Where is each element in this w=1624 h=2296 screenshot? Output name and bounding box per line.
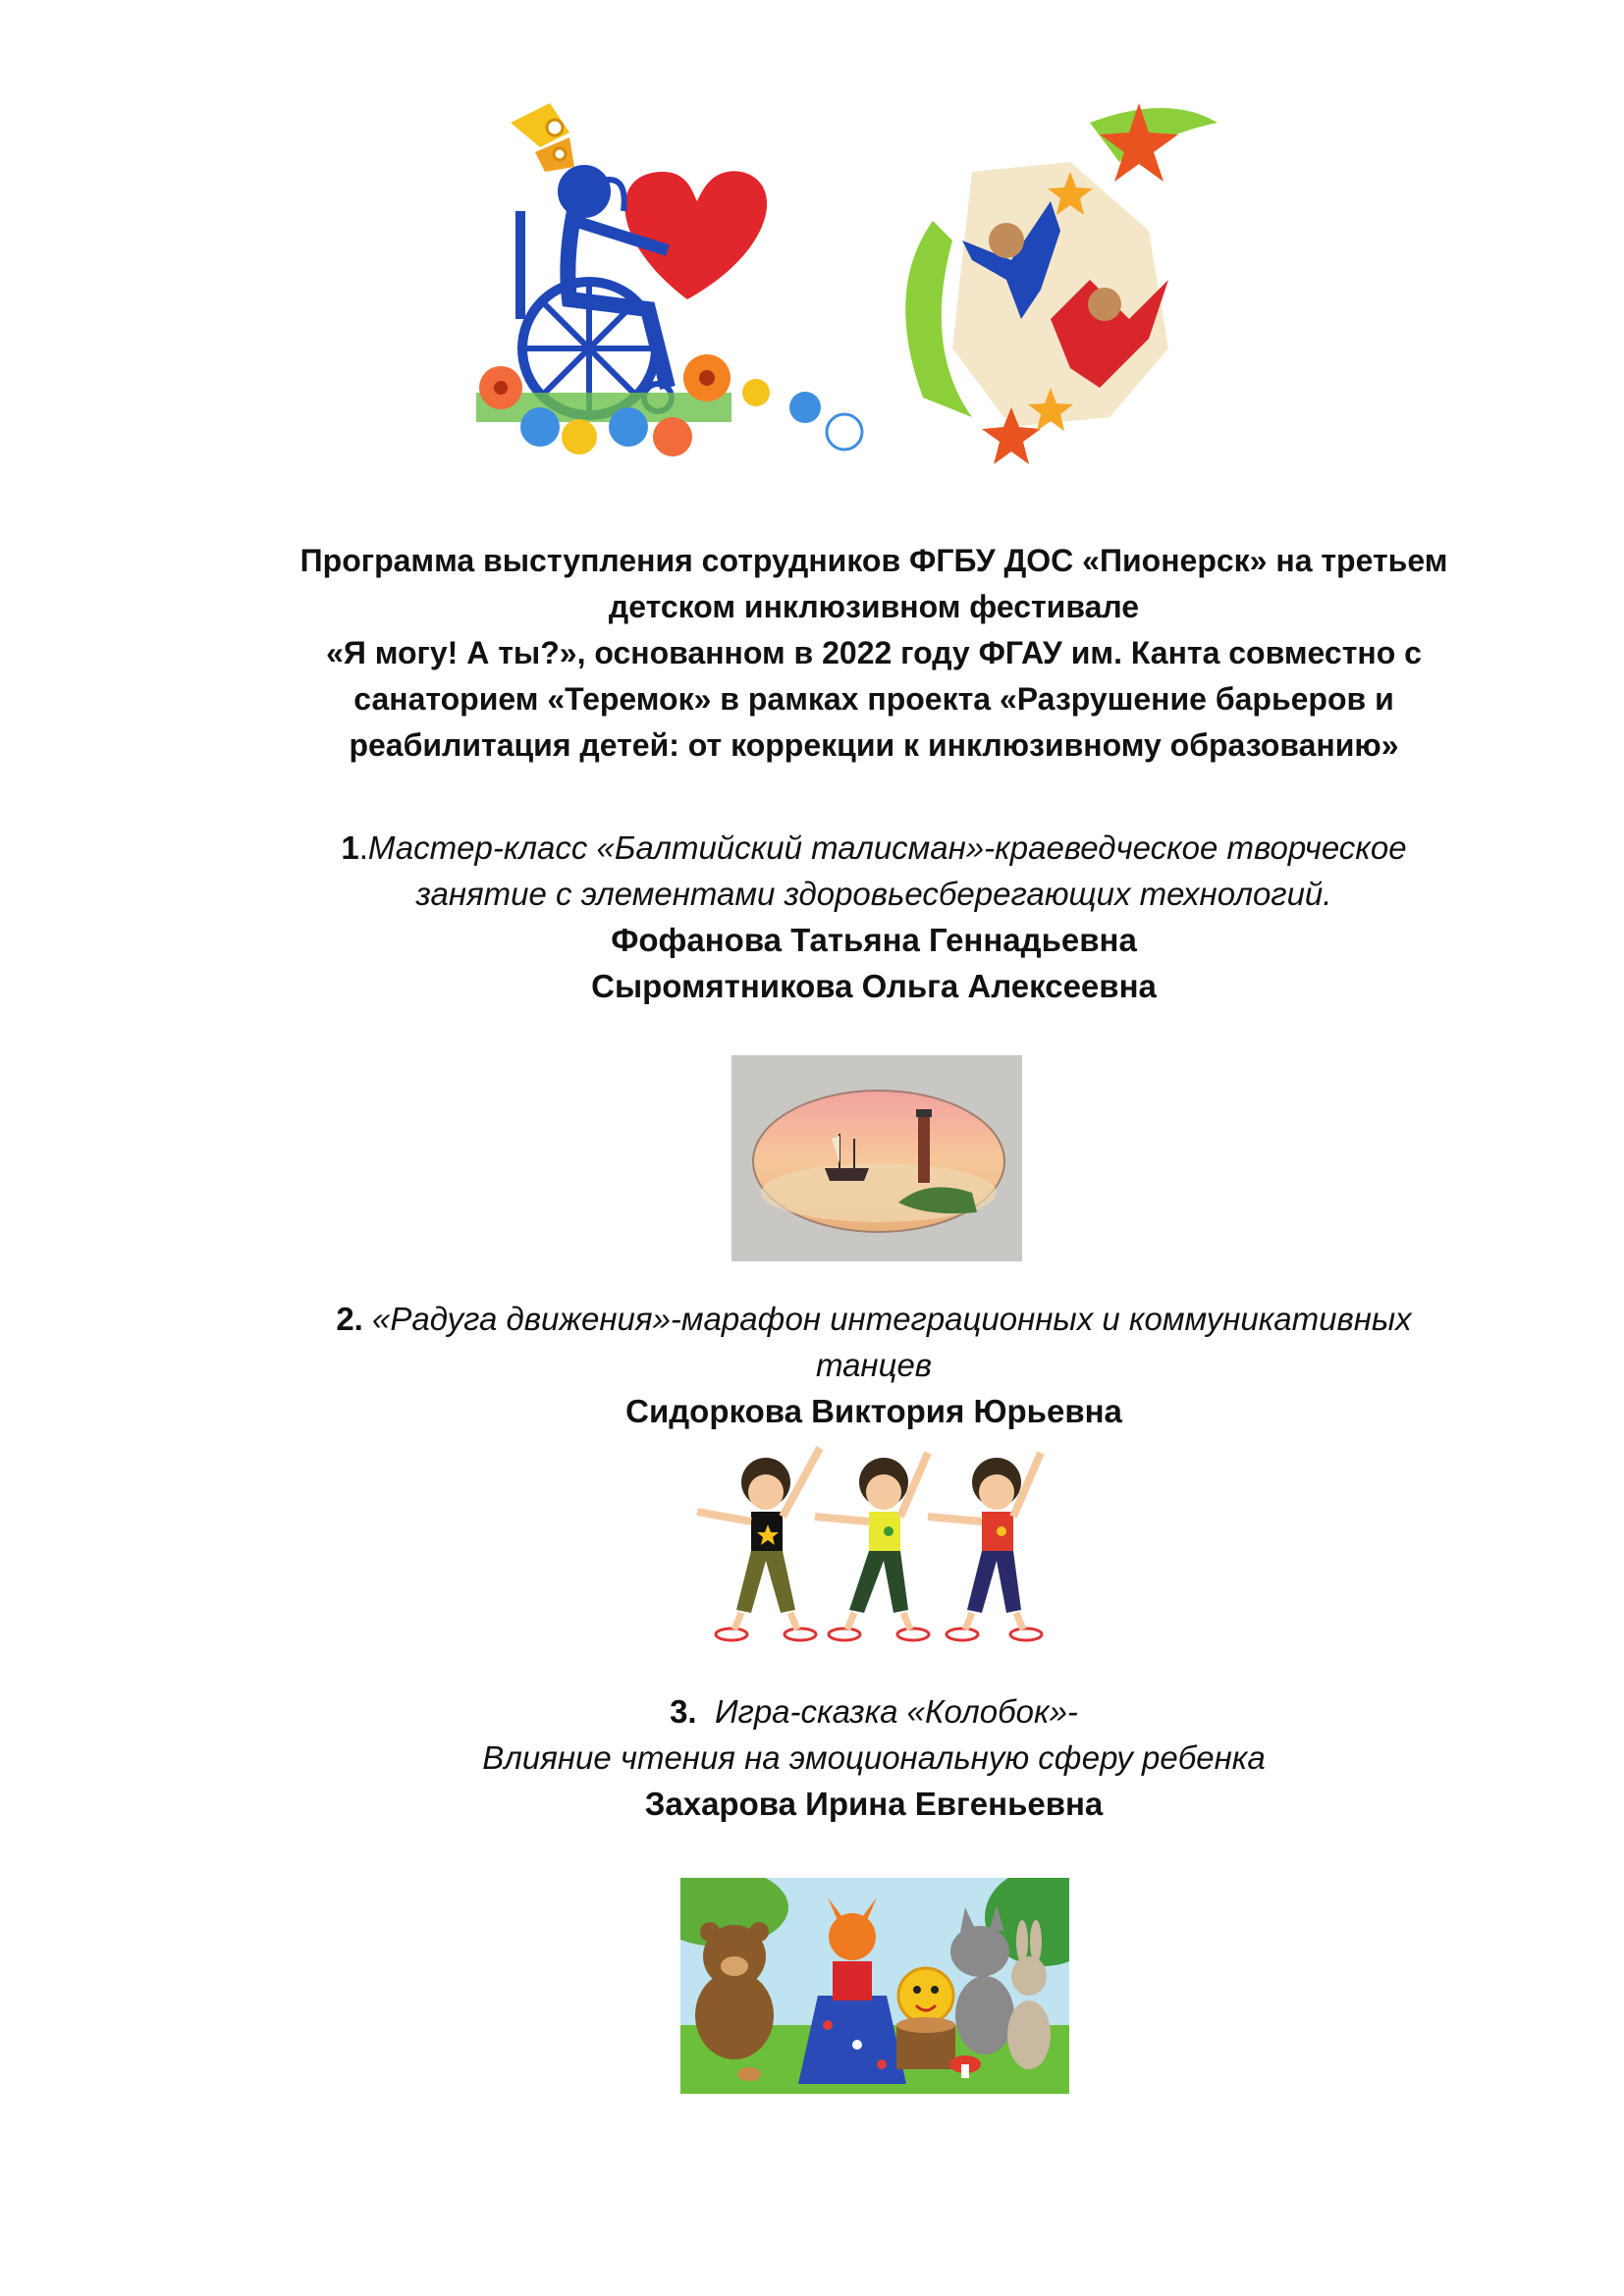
program-title (196, 538, 1551, 769)
item-description: Игра-сказка «Колобок»- (714, 1693, 1078, 1730)
program-item-2 (196, 1296, 1551, 1434)
presenter-name: Сыромятникова Ольга Алексеевна (591, 968, 1157, 1004)
item-description-line (196, 825, 1551, 871)
painted-stone-image (731, 1055, 1022, 1261)
presenter-name: Захарова Ирина Евгеньевна (644, 1786, 1104, 1822)
kolobok-fairytale-characters-icon (680, 1878, 1069, 2094)
item-description-continued: Влияние чтения на эмоциональную сферу ребенка (482, 1739, 1266, 1776)
heart-icon (624, 171, 767, 299)
item-description-continued: занятие с элементами здоровьесберегающих технологий. (415, 876, 1332, 912)
item-description-line (196, 1296, 1551, 1342)
title-line: Программа выступления сотрудников ФГБУ ДОС «Пионерск» на третьем (299, 543, 1448, 578)
title-line: реабилитация детей: от коррекции к инклюзивному образованию» (349, 727, 1399, 763)
program-item-1 (196, 825, 1551, 1009)
item-number: 3. (670, 1693, 697, 1730)
item-description: Мастер-класс «Балтийский талисман»-краеведческое творческое (367, 829, 1407, 866)
header-illustration (461, 93, 1306, 506)
title-line: санаторием «Теремок» в рамках проекта «Разрушение барьеров и (353, 681, 1394, 717)
presenter-name: Сидоркова Виктория Юрьевна (625, 1393, 1122, 1429)
title-line: детском инклюзивном фестивале (608, 589, 1140, 624)
dancing-kids-image (687, 1438, 1065, 1649)
item-number-separator: . (358, 829, 368, 866)
butterfly-icon (511, 103, 574, 172)
item-number: 2. (336, 1301, 363, 1337)
presenter-name: Фофанова Татьяна Геннадьевна (611, 922, 1137, 958)
item-description-continued: танцев (815, 1347, 933, 1383)
item-description: «Радуга движения»-марафон интеграционных и коммуникативных (372, 1301, 1412, 1337)
kolobok-image (680, 1878, 1069, 2094)
dancing-kids-icon (687, 1438, 1065, 1649)
dancing-figures-emblem-icon (905, 103, 1218, 464)
painted-stone-lighthouse-icon (731, 1055, 1022, 1261)
item-number: 1 (341, 829, 359, 866)
program-item-3 (196, 1688, 1551, 1827)
inclusive-festival-logo (461, 93, 1306, 506)
item-description-line (196, 1688, 1551, 1735)
title-line: «Я могу! А ты?», основанном в 2022 году ФГАУ им. Канта совместно с (326, 635, 1422, 670)
